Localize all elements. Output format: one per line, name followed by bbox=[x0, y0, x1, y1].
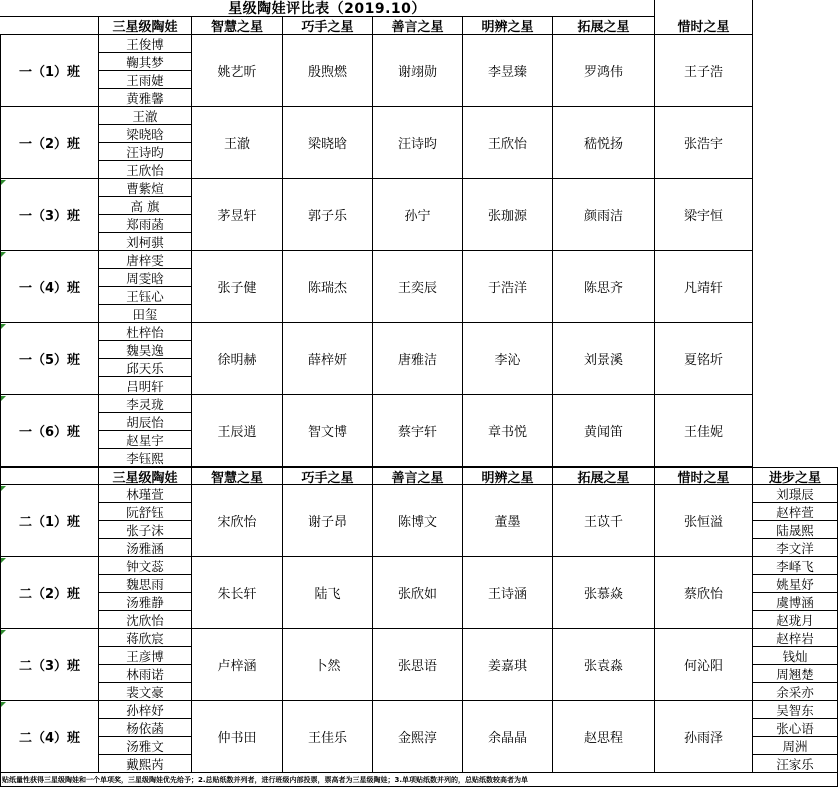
class-name: 一（4）班 bbox=[0, 251, 99, 323]
star-award: 仲书田 bbox=[192, 701, 283, 773]
comment-marker bbox=[1, 558, 6, 563]
comment-marker bbox=[1, 324, 6, 329]
star-award: 于浩洋 bbox=[463, 251, 553, 323]
column-header: 三星级陶娃 bbox=[99, 17, 192, 35]
progress-star: 余采亦 bbox=[753, 683, 838, 701]
class-name: 一（1）班 bbox=[0, 35, 99, 107]
column-header: 巧手之星 bbox=[283, 467, 373, 485]
three-star-student: 王彦博 bbox=[99, 647, 192, 665]
three-star-student: 田玺 bbox=[99, 305, 192, 323]
star-award: 徐明赫 bbox=[192, 323, 283, 395]
star-award: 唐雅洁 bbox=[373, 323, 463, 395]
three-star-student: 阮舒钰 bbox=[99, 503, 192, 521]
star-award: 卢梓涵 bbox=[192, 629, 283, 701]
star-award: 朱长轩 bbox=[192, 557, 283, 629]
three-star-student: 赵星宇 bbox=[99, 431, 192, 449]
class-name: 二（4）班 bbox=[0, 701, 99, 773]
blank-cell bbox=[753, 251, 838, 323]
progress-star: 刘璟辰 bbox=[753, 485, 838, 503]
comment-marker bbox=[1, 252, 6, 257]
three-star-student: 沈欣怡 bbox=[99, 611, 192, 629]
progress-header: 进步之星 bbox=[753, 467, 838, 485]
three-star-student: 钟文蕊 bbox=[99, 557, 192, 575]
three-star-student: 杨依菡 bbox=[99, 719, 192, 737]
star-award: 赵思程 bbox=[553, 701, 655, 773]
blank-cell bbox=[753, 35, 838, 107]
blank-cell bbox=[655, 0, 753, 17]
footer-note: 贴纸量性获得三星级陶娃和一个单项奖，三星级陶娃优先给予；2.总贴纸数并列者，进行班级内部投票，票高者为三星级陶娃；3.单项贴纸数并列的，总贴纸数较高者为单 bbox=[0, 773, 838, 787]
class-name: 二（1）班 bbox=[0, 485, 99, 557]
three-star-student: 曹紫煊 bbox=[99, 179, 192, 197]
blank-cell bbox=[753, 0, 838, 17]
three-star-student: 胡辰怡 bbox=[99, 413, 192, 431]
three-star-student: 张子沫 bbox=[99, 521, 192, 539]
column-header: 惜时之星 bbox=[655, 467, 753, 485]
blank-cell bbox=[753, 107, 838, 179]
star-award: 罗鸿伟 bbox=[553, 35, 655, 107]
star-award: 金熙淳 bbox=[373, 701, 463, 773]
star-award: 王子浩 bbox=[655, 35, 753, 107]
class-name: 一（3）班 bbox=[0, 179, 99, 251]
column-header: 拓展之星 bbox=[553, 467, 655, 485]
three-star-student: 王钰心 bbox=[99, 287, 192, 305]
three-star-student: 裴文豪 bbox=[99, 683, 192, 701]
three-star-student: 郑雨菡 bbox=[99, 215, 192, 233]
star-award: 张袁淼 bbox=[553, 629, 655, 701]
three-star-student: 周雯晗 bbox=[99, 269, 192, 287]
star-award: 陈思齐 bbox=[553, 251, 655, 323]
star-award: 张恒溢 bbox=[655, 485, 753, 557]
blank-cell bbox=[753, 323, 838, 395]
column-header: 三星级陶娃 bbox=[99, 467, 192, 485]
star-award: 谢子昂 bbox=[283, 485, 373, 557]
star-award: 宋欣怡 bbox=[192, 485, 283, 557]
star-award: 董墨 bbox=[463, 485, 553, 557]
column-header: 惜时之星 bbox=[655, 17, 753, 35]
star-award: 夏铭圻 bbox=[655, 323, 753, 395]
three-star-student: 黄雅馨 bbox=[99, 89, 192, 107]
three-star-student: 王澈 bbox=[99, 107, 192, 125]
three-star-student: 邱天乐 bbox=[99, 359, 192, 377]
star-award: 李沁 bbox=[463, 323, 553, 395]
star-award: 谢翊勋 bbox=[373, 35, 463, 107]
star-award: 梁宇恒 bbox=[655, 179, 753, 251]
star-award: 茅昱轩 bbox=[192, 179, 283, 251]
comment-marker bbox=[1, 396, 6, 401]
progress-star: 赵梓岩 bbox=[753, 629, 838, 647]
progress-star: 虞博涵 bbox=[753, 593, 838, 611]
progress-star: 李峄飞 bbox=[753, 557, 838, 575]
three-star-student: 蒋欣宸 bbox=[99, 629, 192, 647]
table-title: 星级陶娃评比表（2019.10） bbox=[0, 0, 655, 17]
star-award: 蔡欣怡 bbox=[655, 557, 753, 629]
progress-star: 吴智东 bbox=[753, 701, 838, 719]
column-header: 善言之星 bbox=[373, 17, 463, 35]
three-star-student: 汤雅文 bbox=[99, 737, 192, 755]
progress-star: 周洲 bbox=[753, 737, 838, 755]
three-star-student: 王欣怡 bbox=[99, 161, 192, 179]
progress-star: 张心语 bbox=[753, 719, 838, 737]
star-award: 王奕辰 bbox=[373, 251, 463, 323]
column-header: 智慧之星 bbox=[192, 17, 283, 35]
three-star-student: 汤雅涵 bbox=[99, 539, 192, 557]
star-award: 梁晓晗 bbox=[283, 107, 373, 179]
three-star-student: 孙梓妤 bbox=[99, 701, 192, 719]
star-award: 黄闻笛 bbox=[553, 395, 655, 467]
header-blank bbox=[0, 17, 99, 35]
three-star-student: 戴熙芮 bbox=[99, 755, 192, 773]
blank-cell bbox=[753, 395, 838, 467]
star-award: 姜嘉琪 bbox=[463, 629, 553, 701]
star-award: 凡靖轩 bbox=[655, 251, 753, 323]
three-star-student: 汤雅静 bbox=[99, 593, 192, 611]
star-award: 何沁阳 bbox=[655, 629, 753, 701]
three-star-student: 汪诗昀 bbox=[99, 143, 192, 161]
star-award: 汪诗昀 bbox=[373, 107, 463, 179]
star-award: 李昱臻 bbox=[463, 35, 553, 107]
column-header: 善言之星 bbox=[373, 467, 463, 485]
star-award: 嵇悦扬 bbox=[553, 107, 655, 179]
column-header: 明辨之星 bbox=[463, 467, 553, 485]
star-award: 张思语 bbox=[373, 629, 463, 701]
star-award: 王苡千 bbox=[553, 485, 655, 557]
star-award: 陆飞 bbox=[283, 557, 373, 629]
comment-marker bbox=[1, 702, 6, 707]
three-star-student: 李钰熙 bbox=[99, 449, 192, 467]
class-name: 一（5）班 bbox=[0, 323, 99, 395]
star-award: 王辰逍 bbox=[192, 395, 283, 467]
three-star-student: 魏思雨 bbox=[99, 575, 192, 593]
three-star-student: 林瑾萱 bbox=[99, 485, 192, 503]
three-star-student: 林雨诺 bbox=[99, 665, 192, 683]
three-star-student: 刘柯骐 bbox=[99, 233, 192, 251]
star-award: 张慕焱 bbox=[553, 557, 655, 629]
star-award: 智文博 bbox=[283, 395, 373, 467]
blank-cell bbox=[753, 17, 838, 35]
three-star-student: 唐梓雯 bbox=[99, 251, 192, 269]
star-award: 蔡宇轩 bbox=[373, 395, 463, 467]
star-award: 王诗涵 bbox=[463, 557, 553, 629]
star-award: 郭子乐 bbox=[283, 179, 373, 251]
star-award: 章书悦 bbox=[463, 395, 553, 467]
star-award: 陈瑞杰 bbox=[283, 251, 373, 323]
star-award: 王欣怡 bbox=[463, 107, 553, 179]
star-award: 孙宁 bbox=[373, 179, 463, 251]
progress-star: 周翘楚 bbox=[753, 665, 838, 683]
header-blank bbox=[0, 467, 99, 485]
three-star-student: 吕明轩 bbox=[99, 377, 192, 395]
three-star-student: 鞠其梦 bbox=[99, 53, 192, 71]
star-award: 张珈源 bbox=[463, 179, 553, 251]
three-star-student: 王雨婕 bbox=[99, 71, 192, 89]
star-award: 王佳乐 bbox=[283, 701, 373, 773]
three-star-student: 杜梓怡 bbox=[99, 323, 192, 341]
three-star-student: 魏昊逸 bbox=[99, 341, 192, 359]
column-header: 巧手之星 bbox=[283, 17, 373, 35]
star-award: 颜雨洁 bbox=[553, 179, 655, 251]
comment-marker bbox=[1, 630, 6, 635]
comment-marker bbox=[1, 486, 6, 491]
star-award: 王澈 bbox=[192, 107, 283, 179]
class-name: 二（3）班 bbox=[0, 629, 99, 701]
column-header: 拓展之星 bbox=[553, 17, 655, 35]
star-award: 张浩宇 bbox=[655, 107, 753, 179]
star-award: 王佳妮 bbox=[655, 395, 753, 467]
column-header: 智慧之星 bbox=[192, 467, 283, 485]
blank-cell bbox=[753, 179, 838, 251]
star-award: 孙雨泽 bbox=[655, 701, 753, 773]
three-star-student: 王俊博 bbox=[99, 35, 192, 53]
progress-star: 钱灿 bbox=[753, 647, 838, 665]
three-star-student: 梁晓晗 bbox=[99, 125, 192, 143]
star-award: 余晶晶 bbox=[463, 701, 553, 773]
star-award: 殷煦燃 bbox=[283, 35, 373, 107]
comment-marker bbox=[1, 180, 6, 185]
class-name: 一（6）班 bbox=[0, 395, 99, 467]
class-name: 一（2）班 bbox=[0, 107, 99, 179]
progress-star: 赵珑月 bbox=[753, 611, 838, 629]
progress-star: 赵梓萱 bbox=[753, 503, 838, 521]
progress-star: 汪家乐 bbox=[753, 755, 838, 773]
star-award: 张子健 bbox=[192, 251, 283, 323]
class-name: 二（2）班 bbox=[0, 557, 99, 629]
star-award: 姚艺昕 bbox=[192, 35, 283, 107]
star-award: 卜然 bbox=[283, 629, 373, 701]
progress-star: 姚星妤 bbox=[753, 575, 838, 593]
column-header: 明辨之星 bbox=[463, 17, 553, 35]
progress-star: 李文洋 bbox=[753, 539, 838, 557]
star-award: 薛梓妍 bbox=[283, 323, 373, 395]
three-star-student: 高 旗 bbox=[99, 197, 192, 215]
three-star-student: 李灵珑 bbox=[99, 395, 192, 413]
star-award: 张欣如 bbox=[373, 557, 463, 629]
progress-star: 陆晟熙 bbox=[753, 521, 838, 539]
star-award: 陈博文 bbox=[373, 485, 463, 557]
star-award: 刘景溪 bbox=[553, 323, 655, 395]
